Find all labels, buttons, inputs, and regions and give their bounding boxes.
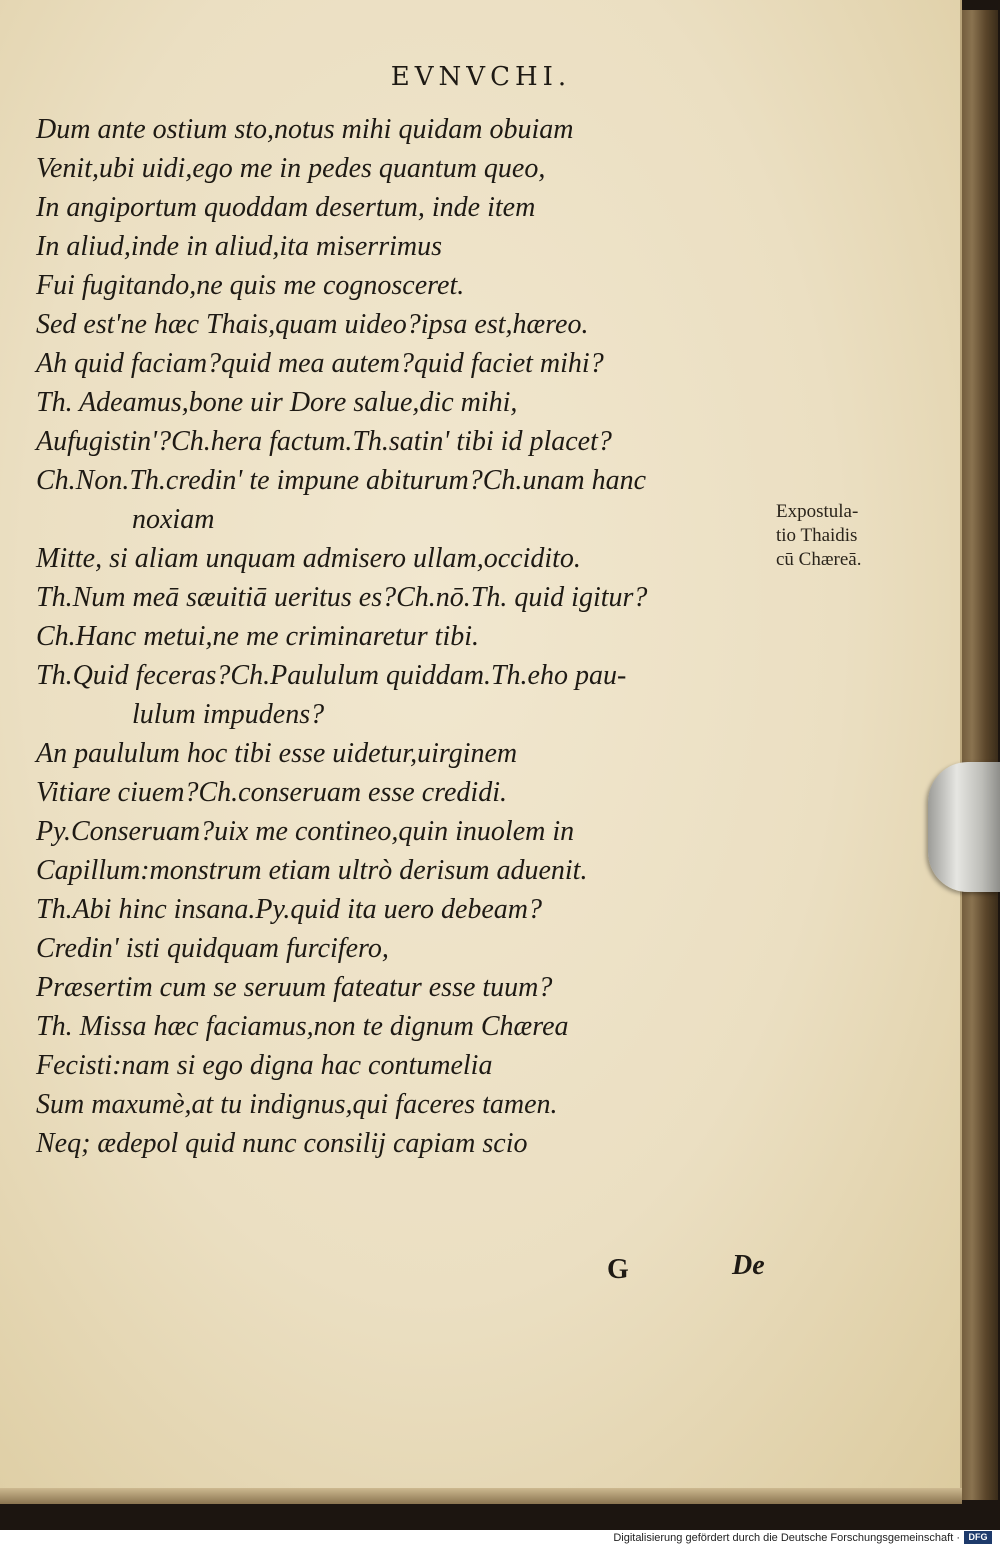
- text-line: Sed est'ne hæc Thais,quam uideo?ipsa est,hæreo.: [36, 309, 589, 340]
- text-line: Neq; ædepol quid nunc consilij capiam scio: [36, 1128, 528, 1159]
- running-title: EVNVCHI.: [390, 62, 572, 92]
- dfg-logo: DFG: [964, 1531, 992, 1544]
- text-line: In angiportum quoddam desertum, inde item: [36, 192, 536, 223]
- text-line: Fui fugitando,ne quis me cognosceret.: [36, 270, 465, 301]
- text-line: Credin' isti quidquam furcifero,: [36, 933, 389, 964]
- text-line: Py.Conseruam?uix me contineo,quin inuolem in: [36, 816, 575, 847]
- text-line: Dum ante ostium sto,notus mihi quidam obuiam: [36, 114, 574, 145]
- text-line: Capillum:monstrum etiam ultrò derisum aduenit.: [36, 855, 588, 886]
- text-line: Venit,ubi uidi,ego me in pedes quantum queo,: [36, 153, 546, 184]
- metal-clip: [928, 762, 1000, 892]
- text-line: Mitte, si aliam unquam admisero ullam,occidito.: [36, 543, 581, 574]
- text-line: Th. Missa hæc faciamus,non te dignum Chærea: [36, 1011, 569, 1042]
- text-line: Th.Num meā sæuitiā ueritus es?Ch.nō.Th. quid igitur?: [36, 582, 648, 613]
- text-line: Fecisti:nam si ego digna hac contumelia: [36, 1050, 493, 1081]
- text-line: Aufugistin'?Ch.hera factum.Th.satin' tibi id placet?: [36, 426, 612, 457]
- signature-mark: G: [607, 1254, 629, 1285]
- page-edges: [958, 10, 998, 1500]
- marginal-note: [776, 500, 946, 572]
- text-line: Th.Quid feceras?Ch.Paululum quiddam.Th.eho pau-: [36, 660, 627, 691]
- text-line: Th. Adeamus,bone uir Dore salue,dic mihi,: [36, 387, 518, 418]
- text-line: Ah quid faciam?quid mea autem?quid faciet mihi?: [36, 348, 604, 379]
- text-line: Vitiare ciuem?Ch.conseruam esse credidi.: [36, 777, 507, 808]
- funding-credit: Digitalisierung gefördert durch die Deutsche Forschungsgemeinschaft ·: [613, 1532, 960, 1544]
- text-line: An paululum hoc tibi esse uidetur,uirginem: [36, 738, 518, 769]
- text-line-continuation: lulum impudens?: [132, 699, 325, 730]
- text-line-continuation: noxiam: [132, 504, 215, 535]
- verse-text: [36, 110, 776, 1163]
- text-line: Sum maxumè,at tu indignus,qui faceres tamen.: [36, 1089, 558, 1120]
- text-line: Ch.Hanc metui,ne me criminaretur tibi.: [36, 621, 480, 652]
- page-bottom-edge: [0, 1488, 962, 1504]
- marginal-note-line: cū Chæreā.: [776, 549, 862, 570]
- marginal-note-line: tio Thaidis: [776, 525, 858, 546]
- catchword: De: [732, 1250, 765, 1281]
- text-line: Th.Abi hinc insana.Py.quid ita uero debeam?: [36, 894, 543, 925]
- text-line: In aliud,inde in aliud,ita miserrimus: [36, 231, 442, 262]
- marginal-note-line: Expostula-: [776, 501, 859, 522]
- text-line: Ch.Non.Th.credin' te impune abiturum?Ch.unam hanc: [36, 465, 647, 496]
- text-line: Præsertim cum se seruum fateatur esse tuum?: [36, 972, 553, 1003]
